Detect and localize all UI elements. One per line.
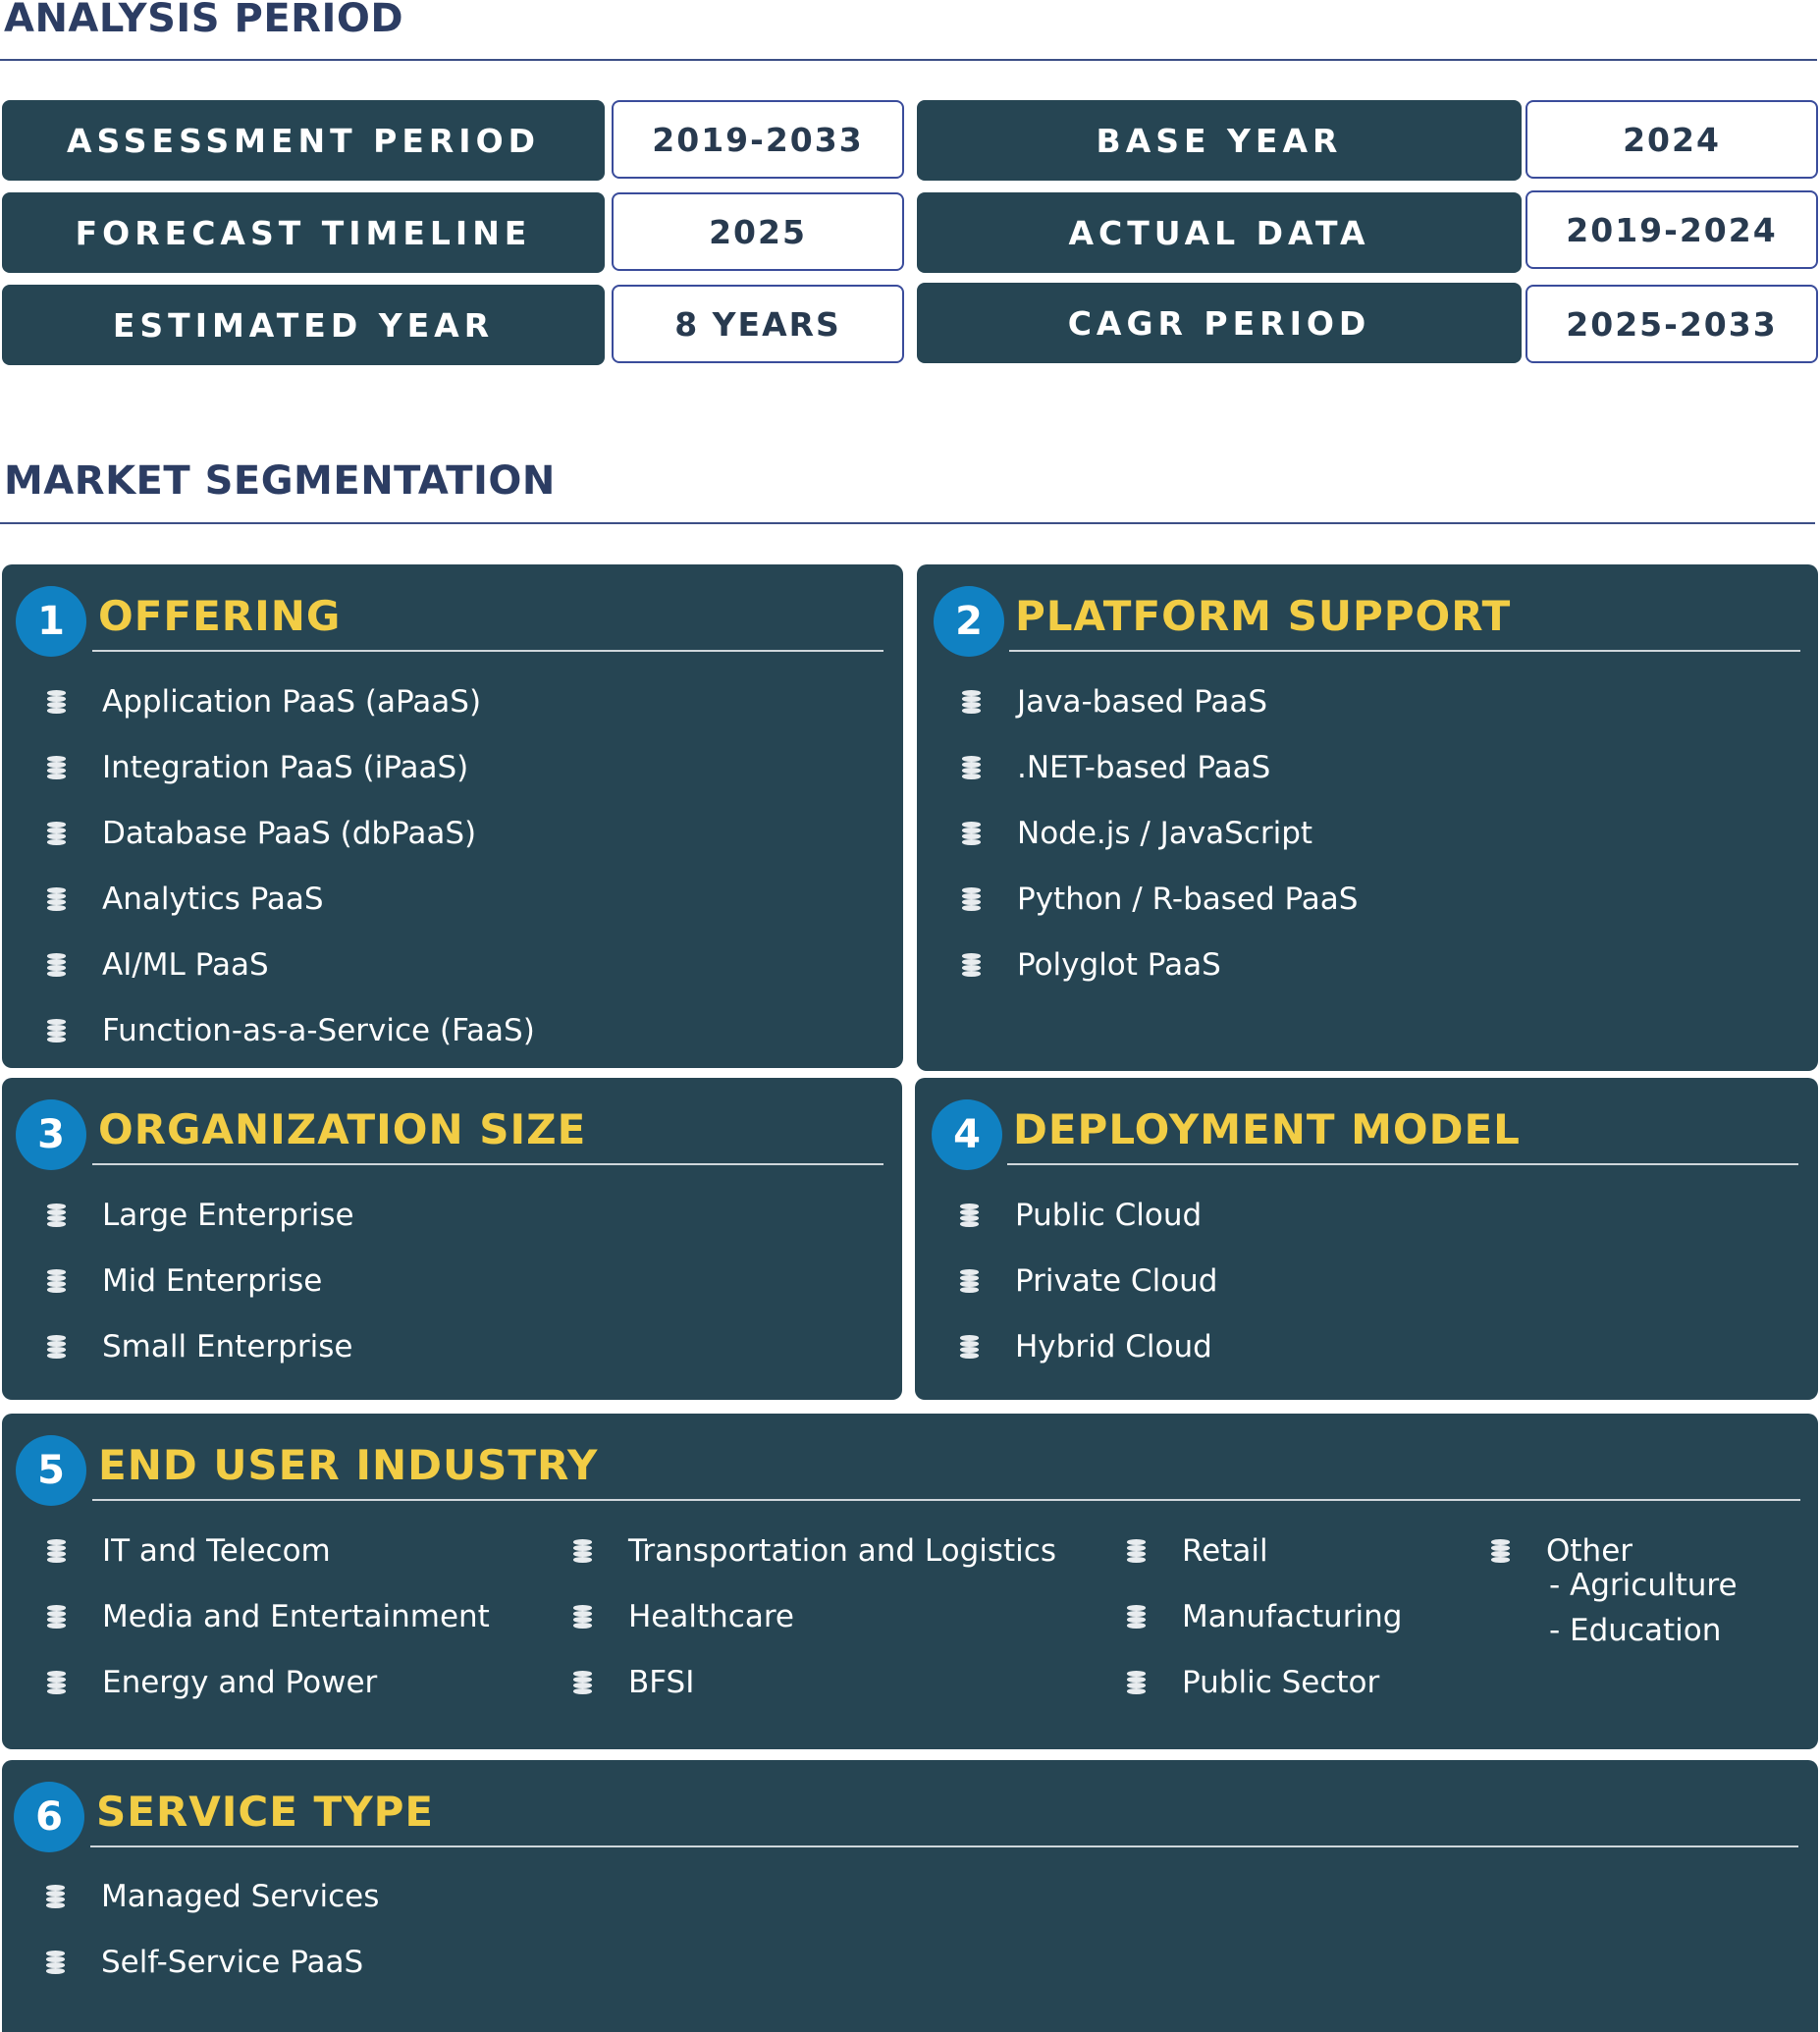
analysis-period-rule xyxy=(0,59,1817,61)
service-type-list xyxy=(44,1863,379,1995)
end-user-industry-col3 xyxy=(1125,1518,1402,1715)
database-icon xyxy=(962,822,981,845)
database-icon xyxy=(47,1019,66,1043)
database-icon xyxy=(47,1605,66,1629)
list-item-label: Mid Enterprise xyxy=(102,1262,323,1299)
list-item-label: Healthcare xyxy=(628,1598,794,1634)
end-user-industry-title: END USER INDUSTRY xyxy=(98,1441,599,1489)
database-icon xyxy=(1127,1605,1146,1629)
list-item-label: Application PaaS (aPaaS) xyxy=(102,683,482,720)
list-item xyxy=(45,1583,490,1649)
list-item xyxy=(958,1313,1217,1379)
list-item xyxy=(45,1518,490,1583)
list-item-label: AI/ML PaaS xyxy=(102,946,269,983)
other-sub-list xyxy=(1549,1563,1738,1653)
database-icon xyxy=(47,887,66,911)
list-item-label: Large Enterprise xyxy=(102,1197,354,1233)
organization-size-number-badge: 3 xyxy=(16,1099,86,1170)
list-item xyxy=(45,866,535,932)
list-item xyxy=(960,734,1358,800)
base-year-label: BASE YEAR xyxy=(917,100,1522,181)
list-item xyxy=(45,800,535,866)
market-segmentation-title: MARKET SEGMENTATION xyxy=(4,458,556,504)
base-year-value: 2024 xyxy=(1526,100,1818,179)
other-sub-item: - Education xyxy=(1549,1613,1722,1648)
organization-size-title: ORGANIZATION SIZE xyxy=(98,1105,587,1153)
database-icon xyxy=(47,1269,66,1293)
database-icon xyxy=(960,1203,979,1227)
list-item-label: Self-Service PaaS xyxy=(101,1944,364,1980)
list-item-label: Database PaaS (dbPaaS) xyxy=(102,815,477,851)
analysis-period-title: ANALYSIS PERIOD xyxy=(4,0,404,41)
forecast-timeline-label: FORECAST TIMELINE xyxy=(2,192,605,273)
list-item-label: .NET-based PaaS xyxy=(1017,749,1271,785)
database-icon xyxy=(47,690,66,714)
database-icon xyxy=(962,887,981,911)
database-icon xyxy=(573,1671,592,1694)
deployment-model-number-badge: 4 xyxy=(932,1099,1002,1170)
forecast-timeline-value: 2025 xyxy=(612,192,904,271)
market-segmentation-rule xyxy=(0,522,1815,524)
list-item-label: Manufacturing xyxy=(1182,1598,1403,1634)
platform-support-number-badge: 2 xyxy=(934,586,1004,657)
database-icon xyxy=(573,1605,592,1629)
platform-support-title: PLATFORM SUPPORT xyxy=(1015,592,1512,640)
database-icon xyxy=(962,953,981,977)
estimated-year-value: 8 YEARS xyxy=(612,285,904,363)
offering-title: OFFERING xyxy=(98,592,342,640)
list-item xyxy=(571,1583,1056,1649)
database-icon xyxy=(47,756,66,779)
list-item xyxy=(1125,1649,1402,1715)
platform-support-title-rule xyxy=(1009,650,1800,652)
list-item xyxy=(45,1649,490,1715)
list-item-label: Integration PaaS (iPaaS) xyxy=(102,749,469,785)
list-item xyxy=(960,866,1358,932)
service-type-title: SERVICE TYPE xyxy=(96,1788,435,1836)
offering-panel xyxy=(2,564,903,1068)
list-item xyxy=(958,1248,1217,1313)
list-item-label: Managed Services xyxy=(101,1878,380,1914)
list-item-label: Public Sector xyxy=(1182,1664,1380,1700)
list-item-label: Media and Entertainment xyxy=(102,1598,490,1634)
cagr-period-label: CAGR PERIOD xyxy=(917,283,1522,363)
end-user-industry-col2 xyxy=(571,1518,1056,1715)
list-item xyxy=(45,997,535,1063)
list-item-label: Function-as-a-Service (FaaS) xyxy=(102,1012,535,1048)
list-item xyxy=(44,1929,379,1995)
list-item-label: BFSI xyxy=(628,1664,695,1700)
end-user-industry-col1 xyxy=(45,1518,490,1715)
estimated-year-label: ESTIMATED YEAR xyxy=(2,285,605,365)
actual-data-label: ACTUAL DATA xyxy=(917,192,1522,273)
list-item xyxy=(958,1182,1217,1248)
service-type-title-rule xyxy=(90,1845,1798,1847)
database-icon xyxy=(962,756,981,779)
list-item xyxy=(960,668,1358,734)
list-item xyxy=(45,1248,354,1313)
database-icon xyxy=(46,1885,65,1908)
list-item xyxy=(960,800,1358,866)
database-icon xyxy=(46,1951,65,1974)
service-type-panel xyxy=(2,1760,1818,2032)
database-icon xyxy=(573,1539,592,1563)
list-item-label: Java-based PaaS xyxy=(1017,683,1268,720)
deployment-model-title-rule xyxy=(1007,1163,1798,1165)
list-item-label: Transportation and Logistics xyxy=(628,1532,1056,1569)
platform-support-panel xyxy=(917,564,1818,1071)
list-item-label: Node.js / JavaScript xyxy=(1017,815,1313,851)
database-icon xyxy=(47,1203,66,1227)
platform-support-list xyxy=(960,668,1358,997)
database-icon xyxy=(47,1539,66,1563)
list-item xyxy=(571,1649,1056,1715)
database-icon xyxy=(47,1671,66,1694)
list-item xyxy=(1125,1583,1402,1649)
end-user-industry-number-badge: 5 xyxy=(16,1435,86,1506)
database-icon xyxy=(47,822,66,845)
list-item-label: Small Enterprise xyxy=(102,1328,353,1364)
list-item xyxy=(571,1518,1056,1583)
offering-list xyxy=(45,668,535,1063)
list-item-label: Energy and Power xyxy=(102,1664,378,1700)
list-item-label: Analytics PaaS xyxy=(102,881,324,917)
list-item-label: Hybrid Cloud xyxy=(1015,1328,1212,1364)
assessment-period-value: 2019-2033 xyxy=(612,100,904,179)
list-item-label: Retail xyxy=(1182,1532,1268,1569)
list-item-label: Python / R-based PaaS xyxy=(1017,881,1359,917)
database-icon xyxy=(960,1335,979,1359)
database-icon xyxy=(1127,1671,1146,1694)
list-item-label: Polyglot PaaS xyxy=(1017,946,1221,983)
other-sub-item: - Agriculture xyxy=(1549,1568,1738,1603)
deployment-model-list xyxy=(958,1182,1217,1379)
organization-size-title-rule xyxy=(92,1163,883,1165)
deployment-model-panel xyxy=(915,1078,1818,1400)
offering-number-badge: 1 xyxy=(16,586,86,657)
list-item xyxy=(45,734,535,800)
list-item-label: IT and Telecom xyxy=(102,1532,331,1569)
database-icon xyxy=(1127,1539,1146,1563)
offering-title-rule xyxy=(92,650,883,652)
list-item xyxy=(45,668,535,734)
list-item-label: Private Cloud xyxy=(1015,1262,1218,1299)
actual-data-value: 2019-2024 xyxy=(1526,190,1818,269)
end-user-industry-title-rule xyxy=(92,1499,1800,1501)
assessment-period-label: ASSESSMENT PERIOD xyxy=(2,100,605,181)
list-item xyxy=(45,1182,354,1248)
service-type-number-badge: 6 xyxy=(14,1782,84,1852)
deployment-model-title: DEPLOYMENT MODEL xyxy=(1013,1105,1521,1153)
list-item-label: Other xyxy=(1546,1532,1633,1569)
organization-size-panel xyxy=(2,1078,902,1400)
end-user-industry-panel xyxy=(2,1414,1818,1749)
cagr-period-value: 2025-2033 xyxy=(1526,285,1818,363)
list-item-label: Public Cloud xyxy=(1015,1197,1203,1233)
list-item xyxy=(1125,1518,1402,1583)
database-icon xyxy=(960,1269,979,1293)
database-icon xyxy=(962,690,981,714)
list-item xyxy=(44,1863,379,1929)
list-item xyxy=(45,932,535,997)
database-icon xyxy=(47,1335,66,1359)
list-item xyxy=(45,1313,354,1379)
organization-size-list xyxy=(45,1182,354,1379)
list-item xyxy=(960,932,1358,997)
database-icon xyxy=(47,953,66,977)
database-icon xyxy=(1491,1539,1510,1563)
